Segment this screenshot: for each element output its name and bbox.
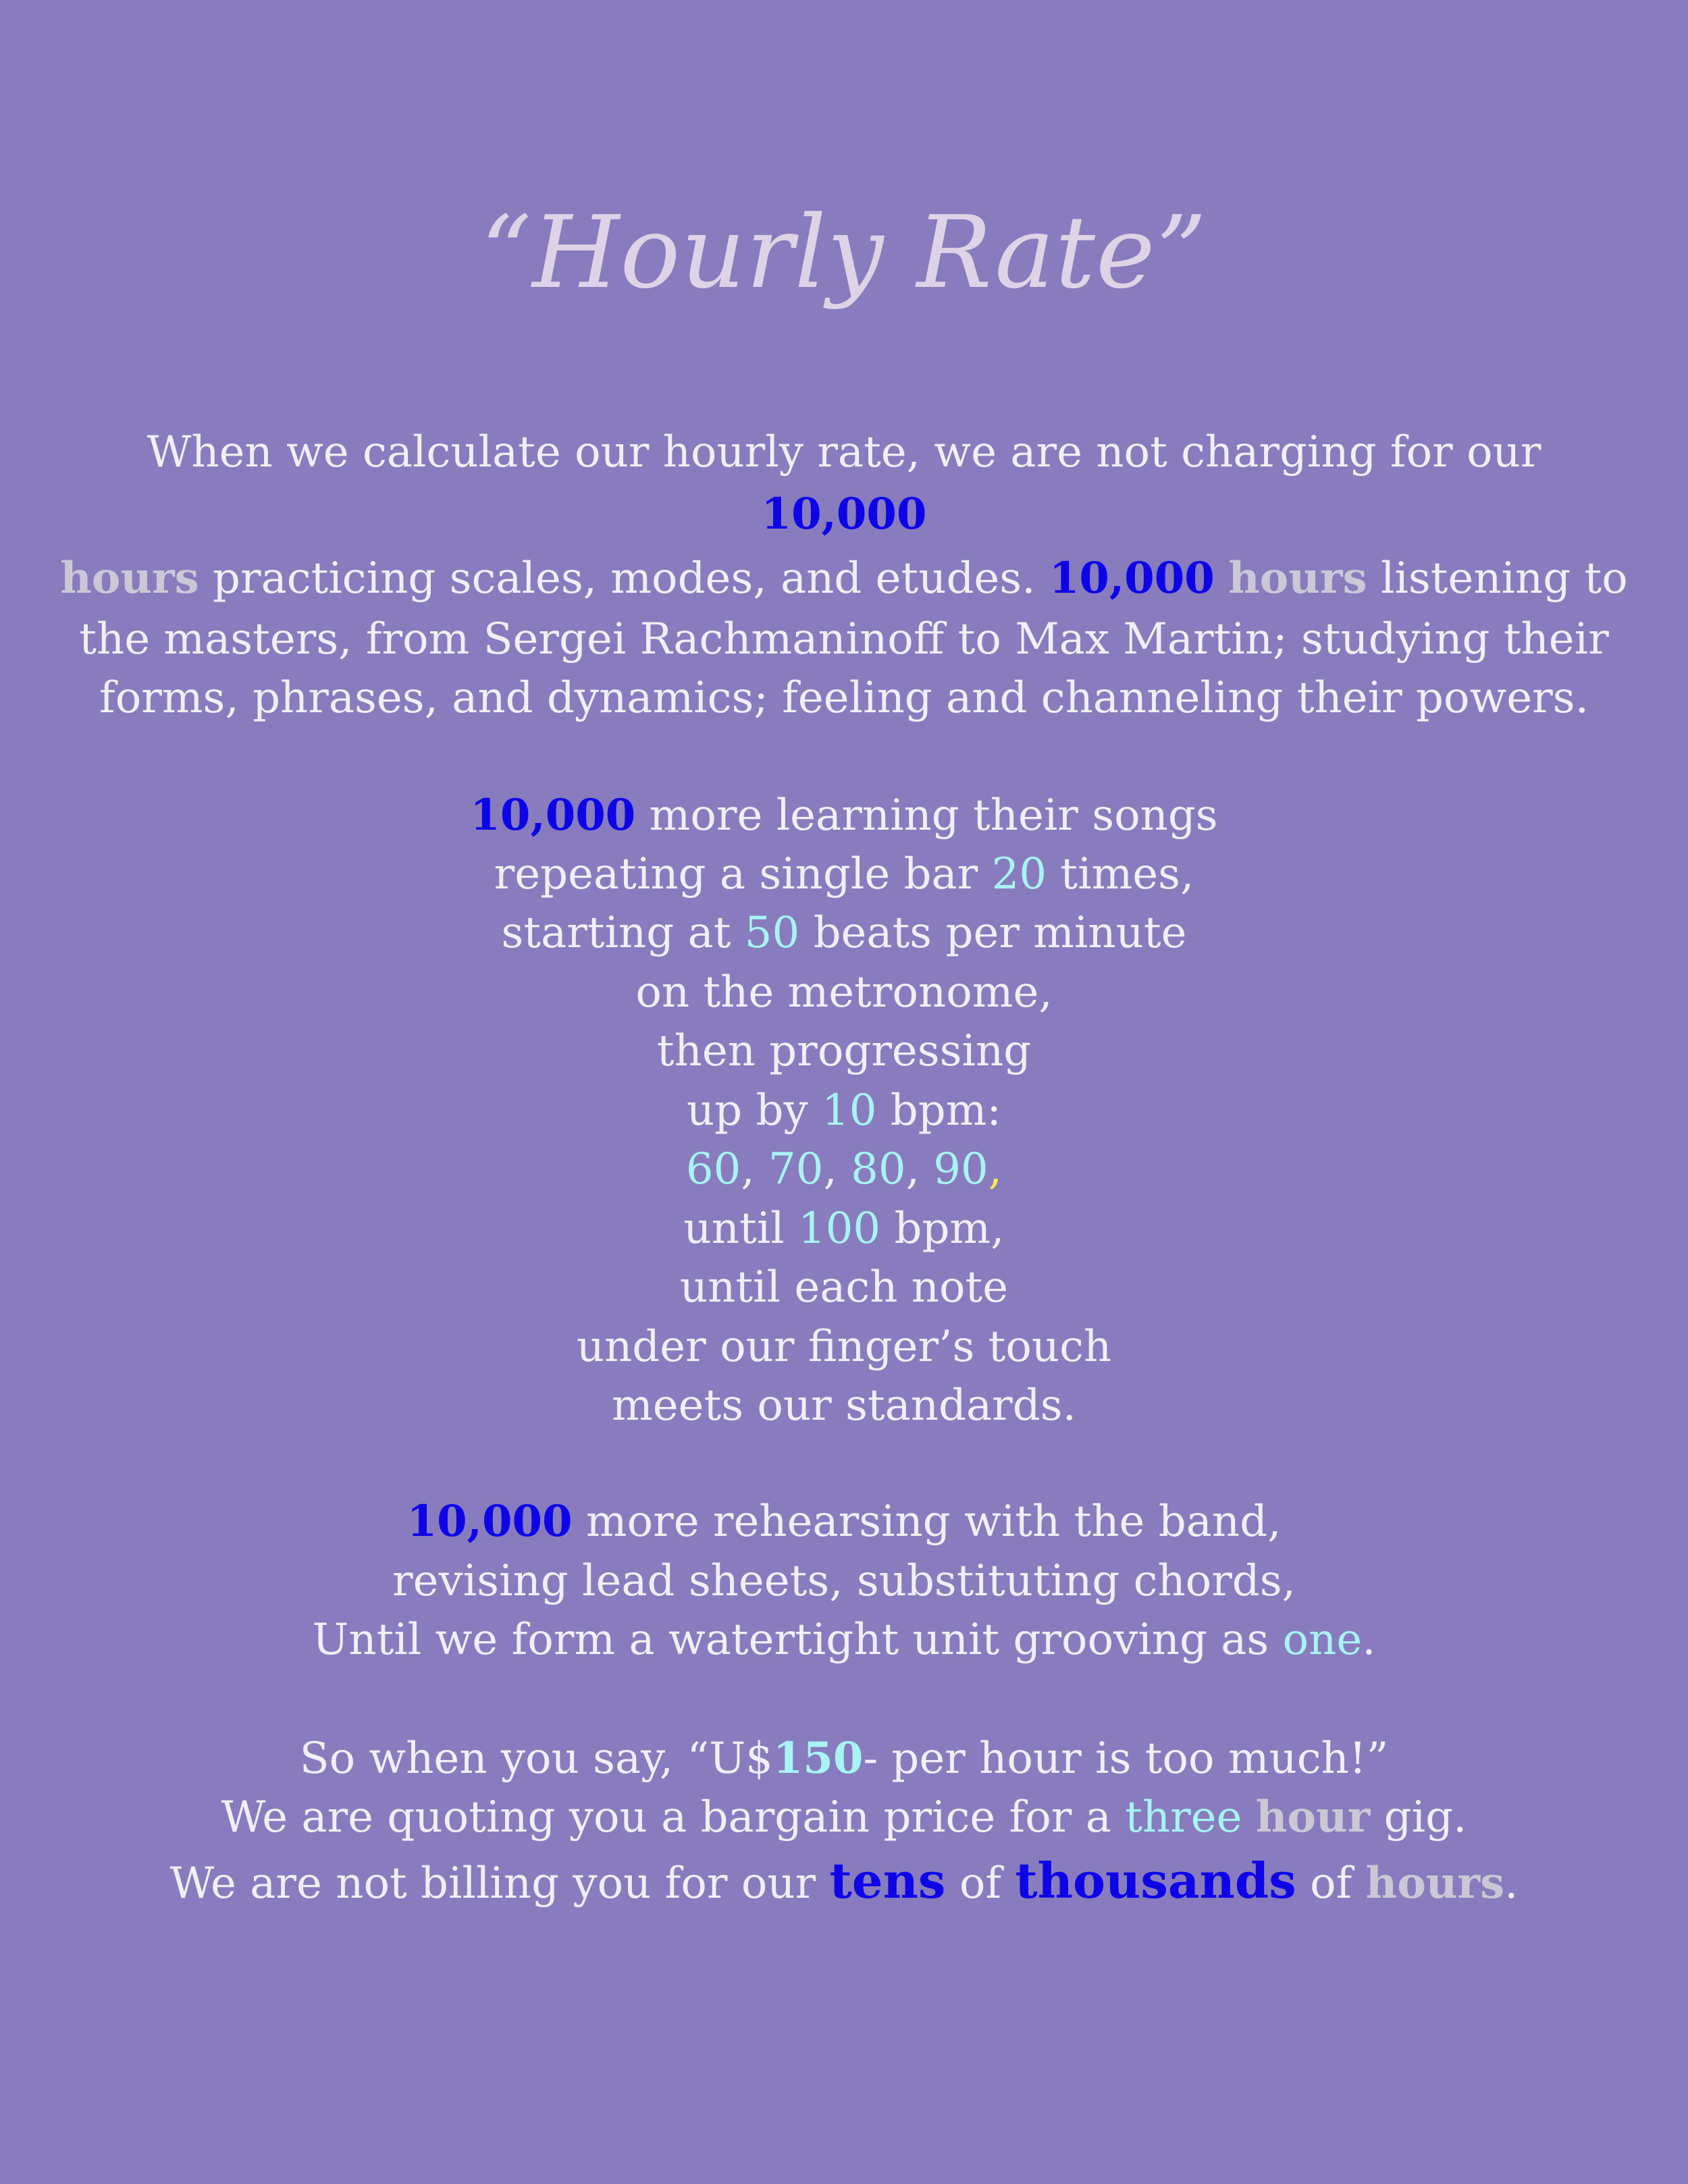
p2-line-6-end: bpm: xyxy=(876,1086,1001,1136)
p2-line-8-text: until xyxy=(683,1204,798,1254)
p4-line-3-text: We are not billing you for our xyxy=(169,1859,830,1909)
p4-space xyxy=(1242,1792,1255,1842)
p2-line-1-text: more learning their songs xyxy=(635,791,1218,841)
p2-sep-3: , xyxy=(905,1144,934,1194)
p1-hours-word-b: hours xyxy=(1228,553,1367,604)
p4-line-1-end: - per hour is too much!” xyxy=(863,1734,1389,1784)
p2-line-8 xyxy=(0,1204,1688,1254)
p3-line-2 xyxy=(0,1556,1688,1606)
p2-line-4-text: on the metronome, xyxy=(635,967,1053,1017)
p4-word-thousands: thousands xyxy=(1015,1852,1296,1909)
p2-number-20: 20 xyxy=(991,849,1047,899)
p4-price-150: 150 xyxy=(772,1733,864,1784)
p4-line-2 xyxy=(0,1792,1688,1842)
p1-line-1-text: When we calculate our hourly rate, we are not charging for our xyxy=(147,427,1541,477)
p1-line-2 xyxy=(0,489,1688,539)
p4-line-3 xyxy=(0,1852,1688,1909)
p2-number-10000: 10,000 xyxy=(470,790,636,841)
p2-line-7 xyxy=(0,1144,1688,1194)
p1-hours-word: hours xyxy=(60,553,199,604)
p2-sep-2: , xyxy=(823,1144,851,1194)
p4-word-hours: hours xyxy=(1365,1858,1505,1909)
p3-line-3-text: Until we form a watertight unit grooving as xyxy=(312,1615,1283,1665)
p2-line-5 xyxy=(0,1026,1688,1076)
p1-line-4-text: the masters, from Sergei Rachmaninoff to Max Martin; studying their xyxy=(79,614,1609,664)
p4-period: . xyxy=(1504,1859,1519,1909)
p2-line-2-end: times, xyxy=(1047,849,1194,899)
p1-line-4 xyxy=(0,614,1688,664)
p3-number-10000: 10,000 xyxy=(406,1496,573,1547)
p2-number-50: 50 xyxy=(744,908,800,958)
p4-line-2-end: gig. xyxy=(1370,1792,1467,1842)
p2-number-100: 100 xyxy=(797,1204,881,1254)
p1-number-10000: 10,000 xyxy=(761,489,927,539)
p1-number-10000-b: 10,000 xyxy=(1049,553,1215,604)
p2-line-10-text: under our finger’s touch xyxy=(576,1322,1112,1372)
p1-line-3 xyxy=(0,553,1688,604)
p2-number-90: 90 xyxy=(933,1144,988,1194)
p2-line-3-end: beats per minute xyxy=(799,908,1187,958)
p3-line-3-end: . xyxy=(1362,1615,1376,1665)
p2-number-60: 60 xyxy=(685,1144,741,1194)
p2-line-2-text: repeating a single bar xyxy=(494,849,992,899)
p4-word-hour: hour xyxy=(1255,1792,1371,1842)
p1-line-3-text: practicing scales, modes, and etudes. xyxy=(199,554,1049,604)
page-title: “Hourly Rate” xyxy=(480,194,1208,311)
p3-line-1 xyxy=(0,1496,1688,1547)
p3-line-3 xyxy=(0,1615,1688,1665)
p2-line-5-text: then progressing xyxy=(656,1026,1032,1076)
p4-word-three: three xyxy=(1125,1792,1242,1842)
p2-line-2 xyxy=(0,849,1688,899)
p3-line-1-text: more rehearsing with the band, xyxy=(572,1497,1282,1547)
p1-line-5 xyxy=(0,673,1688,723)
p1-line-3-end: listening to xyxy=(1367,554,1628,604)
p2-line-3 xyxy=(0,908,1688,958)
p2-sep-1: , xyxy=(741,1144,769,1194)
p2-line-9 xyxy=(0,1262,1688,1312)
p4-line-1-text: So when you say, “U$ xyxy=(299,1734,773,1784)
p4-line-1 xyxy=(0,1733,1688,1784)
p2-number-80: 80 xyxy=(851,1144,906,1194)
p4-of-2: of xyxy=(1296,1859,1366,1909)
p1-line-1 xyxy=(0,427,1688,477)
p2-line-10 xyxy=(0,1322,1688,1372)
p2-line-6-text: up by xyxy=(687,1086,822,1136)
p2-line-9-text: until each note xyxy=(679,1262,1009,1312)
p4-line-2-text: We are quoting you a bargain price for a xyxy=(221,1792,1126,1842)
p2-number-10: 10 xyxy=(822,1086,877,1136)
p2-line-3-text: starting at xyxy=(501,908,745,958)
p2-number-70: 70 xyxy=(768,1144,824,1194)
p2-line-6 xyxy=(0,1086,1688,1136)
p2-line-1 xyxy=(0,790,1688,841)
p2-line-4 xyxy=(0,967,1688,1017)
p2-line-11 xyxy=(0,1381,1688,1431)
p3-line-2-text: revising lead sheets, substituting chords, xyxy=(392,1556,1296,1606)
p2-comma-yellow: , xyxy=(988,1144,1003,1194)
p1-space xyxy=(1215,554,1228,604)
p1-line-5-text: forms, phrases, and dynamics; feeling and channeling their powers. xyxy=(99,673,1589,723)
p3-word-one: one xyxy=(1282,1615,1363,1665)
p4-of-1: of xyxy=(945,1859,1016,1909)
p4-word-tens: tens xyxy=(829,1852,946,1909)
p2-line-8-end: bpm, xyxy=(880,1204,1005,1254)
p2-line-11-text: meets our standards. xyxy=(612,1381,1076,1431)
